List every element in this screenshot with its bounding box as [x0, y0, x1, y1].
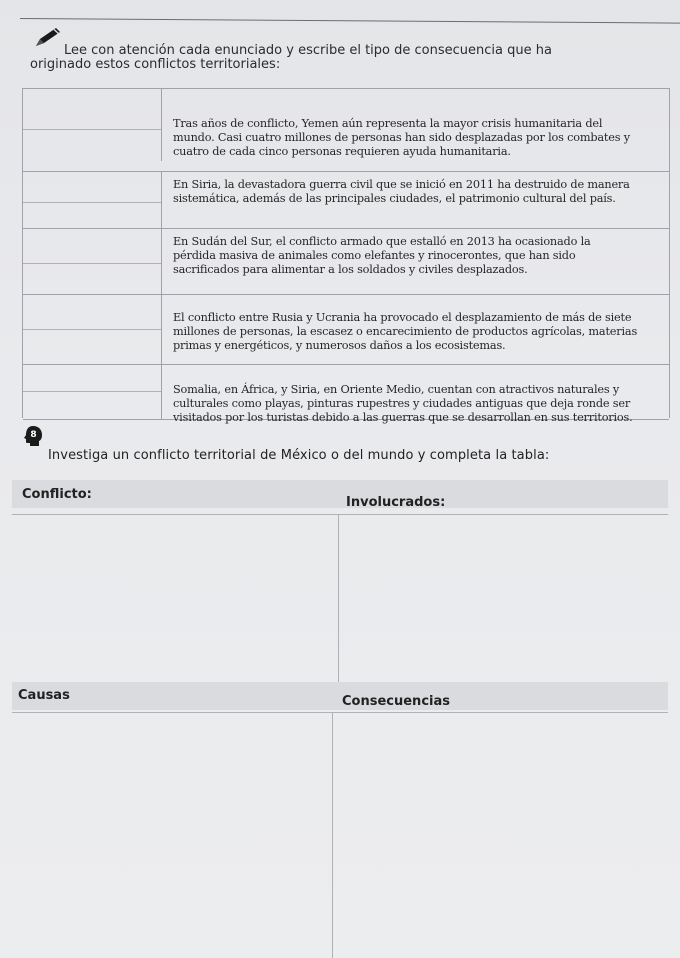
causes-cell[interactable] [12, 713, 331, 957]
answer-cell[interactable] [23, 365, 162, 419]
statement-line: cuatro de cada cinco personas requieren ayuda humanitaria. [173, 145, 511, 159]
column-divider-top [338, 514, 339, 684]
answer-line [23, 391, 161, 392]
answer-line [23, 329, 161, 330]
causes-label: Causas [18, 688, 70, 703]
research-table [12, 480, 668, 958]
statement-line: visitados por los turistas debido a las guerras que se desarrollan en sus territorios. [173, 411, 633, 425]
statement-line: Tras años de conflicto, Yemen aún representa la mayor crisis humanitaria del [173, 117, 603, 130]
consequences-cell[interactable] [334, 713, 668, 957]
answer-line [23, 263, 161, 264]
table-row [23, 294, 669, 365]
table-row [23, 364, 669, 425]
statement-text [173, 235, 665, 278]
statement-text [173, 311, 665, 354]
table-row [23, 228, 669, 295]
statement-line: culturales como playas, pinturas rupestres y ciudades antiguas que deja ronde ser [173, 397, 631, 411]
header-band-bottom [12, 682, 668, 710]
answer-cell[interactable] [23, 295, 162, 365]
answer-cell[interactable] [23, 89, 162, 161]
conflict-cell[interactable] [12, 515, 337, 681]
consequences-label: Consecuencias [342, 694, 450, 709]
statement-line: pérdida masiva de animales como elefantes y rinocerontes, que han sido [173, 249, 576, 263]
column-divider-bottom [332, 712, 333, 958]
answer-cell[interactable] [23, 172, 162, 229]
statement-text [173, 383, 665, 426]
answer-line [23, 202, 161, 203]
statement-line: En Siria, la devastadora guerra civil que se inició en 2011 ha destruido de manera [173, 178, 630, 191]
answer-line [23, 129, 161, 130]
statement-line: Somalia, en África, y Siria, en Oriente Medio, cuentan con atractivos naturales y [173, 383, 620, 396]
statement-line: En Sudán del Sur, el conflicto armado que estalló en 2013 ha ocasionado la [173, 235, 591, 248]
statement-line: primas y energéticos, y numerosos daños a los ecosistemas. [173, 339, 506, 353]
instructions-line-1: Lee con atención cada enunciado y escribe el tipo de consecuencia que ha [64, 43, 552, 58]
instructions-line-2: originado estos conflictos territoriales: [30, 57, 281, 72]
activity-number-head-icon [23, 424, 43, 448]
top-rule [20, 18, 680, 24]
table-row [23, 88, 669, 161]
statement-line: sacrificados para alimentar a los soldados y civiles desplazados. [173, 263, 528, 277]
statement-text [173, 178, 665, 206]
activity-number: 8 [30, 430, 37, 440]
activity-prompt: Investiga un conflicto territorial de México o del mundo y completa la tabla: [48, 448, 550, 463]
consequences-table [22, 88, 670, 425]
answer-cell[interactable] [23, 229, 162, 295]
involved-label: Involucrados: [346, 495, 446, 510]
statement-text [173, 117, 665, 160]
instructions [30, 44, 670, 72]
statement-line: millones de personas, la escasez o encarecimiento de productos agrícolas, materias [173, 325, 638, 339]
header-band-top [12, 480, 668, 508]
involved-cell[interactable] [340, 515, 668, 681]
statement-line: El conflicto entre Rusia y Ucrania ha provocado el desplazamiento de más de siete [173, 311, 632, 324]
statement-line: sistemática, además de las principales ciudades, el patrimonio cultural del país. [173, 192, 616, 206]
statement-line: mundo. Casi cuatro millones de personas han sido desplazadas por los combates y [173, 131, 630, 145]
conflict-label: Conflicto: [22, 487, 92, 502]
table-row [23, 171, 669, 229]
